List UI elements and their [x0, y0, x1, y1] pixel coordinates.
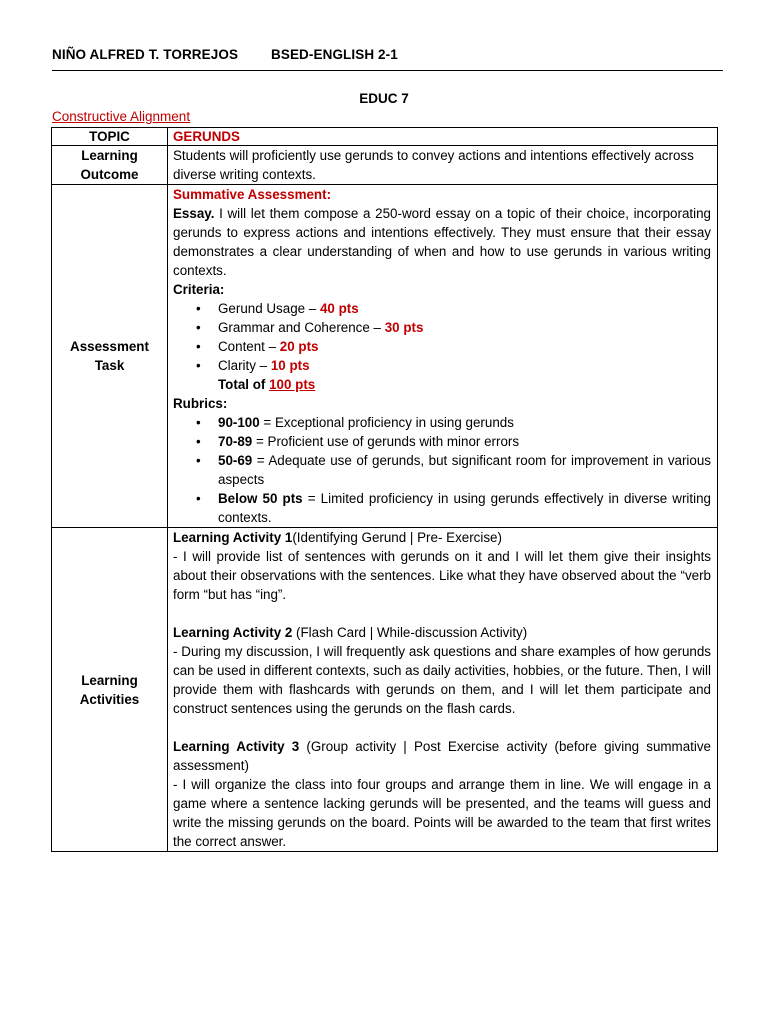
total-value: 100 pts [269, 377, 316, 392]
activity-text: - I will provide list of sentences with gerunds on it and I will let them give their insights about their observations with the sentences. Like what they have observed about the “verb form “but has “ing”. [173, 549, 711, 602]
outcome-label: Learning Outcome [52, 146, 168, 185]
rubric-range: Below 50 pts [218, 491, 303, 506]
assessment-cell [168, 185, 718, 528]
criteria-points: 40 pts [319, 301, 359, 316]
rubric-desc: = Limited proficiency in using gerunds effectively in diverse writing contexts. [218, 491, 711, 525]
criteria-total [173, 375, 711, 394]
header-divider [52, 70, 723, 71]
criteria-points: 30 pts [384, 320, 424, 335]
criteria-name: Content – [218, 339, 280, 354]
criteria-name: Gerund Usage – [218, 301, 320, 316]
criteria-item [218, 337, 711, 356]
assessment-row [52, 185, 718, 528]
rubric-range: 50-69 [218, 453, 253, 468]
student-name: NIÑO ALFRED T. TORREJOS [52, 47, 239, 62]
section-title: Constructive Alignment [52, 109, 191, 124]
essay-text: I will let them compose a 250-word essay on a topic of their choice, incorporating gerunds to express actions and intentions effectively. They must ensure that their essay demonstrates a clear understanding of when and how to use gerunds in various writing contexts. [173, 206, 711, 278]
spacer [173, 604, 711, 623]
activity-title: Learning Activity 3 [173, 739, 300, 754]
rubric-range: 70-89 [218, 434, 253, 449]
criteria-heading: Criteria: [173, 282, 225, 297]
rubric-desc: = Adequate use of gerunds, but significant room for improvement in various aspects [218, 453, 711, 487]
rubric-item [218, 432, 711, 451]
activity-text: - During my discussion, I will frequently ask questions and share examples of how gerunds can be used in different contexts, such as daily activities, hobbies, or the future. Then, I will provide them with flashcards with gerunds on them, and I will let them participate and construct sentences using the gerunds on the flash cards. [173, 644, 711, 716]
activity-text: - I will organize the class into four groups and arrange them in line. We will engage in a game where a sentence lacking gerunds will be presented, and the teams will guess and write the missing gerunds on the board. Points will be awarded to the team that first writes the correct answer. [173, 777, 711, 849]
activity-1 [173, 528, 711, 604]
rubrics-heading: Rubrics: [173, 396, 228, 411]
spacer [173, 718, 711, 737]
total-label: Total of [218, 377, 270, 392]
summative-heading: Summative Assessment: [173, 187, 332, 202]
activity-subtitle: (Flash Card | While-discussion Activity) [292, 625, 528, 640]
rubrics-list [173, 413, 711, 527]
activity-subtitle: (Identifying Gerund | Pre- Exercise) [292, 530, 502, 545]
activity-heading [173, 737, 711, 775]
criteria-list [173, 299, 711, 375]
criteria-item [218, 318, 711, 337]
activities-cell [168, 528, 718, 852]
activity-2 [173, 623, 711, 718]
topic-row [52, 128, 718, 146]
topic-value: GERUNDS [168, 128, 718, 146]
rubric-item [218, 451, 711, 489]
constructive-alignment-table [51, 127, 718, 852]
criteria-item [218, 299, 711, 318]
rubric-desc: = Exceptional proficiency in using gerunds [259, 415, 514, 430]
activity-heading [173, 528, 711, 547]
activity-title: Learning Activity 1 [173, 530, 293, 545]
essay-paragraph [173, 204, 711, 280]
rubric-item [218, 413, 711, 432]
activities-label: Learning Activities [52, 528, 168, 852]
criteria-name: Grammar and Coherence – [218, 320, 385, 335]
rubric-item [218, 489, 711, 527]
outcome-text: Students will proficiently use gerunds to convey actions and intentions effectively across diverse writing contexts. [168, 146, 718, 185]
outcome-row [52, 146, 718, 185]
assessment-label: Assessment Task [52, 185, 168, 528]
document-header [52, 47, 398, 62]
activities-row [52, 528, 718, 852]
essay-lead: Essay. [173, 206, 215, 221]
criteria-name: Clarity – [218, 358, 271, 373]
rubric-desc: = Proficient use of gerunds with minor errors [252, 434, 520, 449]
topic-label: TOPIC [52, 128, 168, 146]
activity-3 [173, 737, 711, 851]
activity-title: Learning Activity 2 [173, 625, 293, 640]
program-section: BSED-ENGLISH 2-1 [271, 47, 398, 62]
rubric-range: 90-100 [218, 415, 260, 430]
activity-heading [173, 623, 711, 642]
criteria-points: 10 pts [270, 358, 310, 373]
activity-subtitle: (Group activity | Post Exercise activity (before giving summative assessment) [173, 739, 711, 773]
criteria-points: 20 pts [279, 339, 319, 354]
criteria-item [218, 356, 711, 375]
course-code: EDUC 7 [359, 91, 409, 106]
